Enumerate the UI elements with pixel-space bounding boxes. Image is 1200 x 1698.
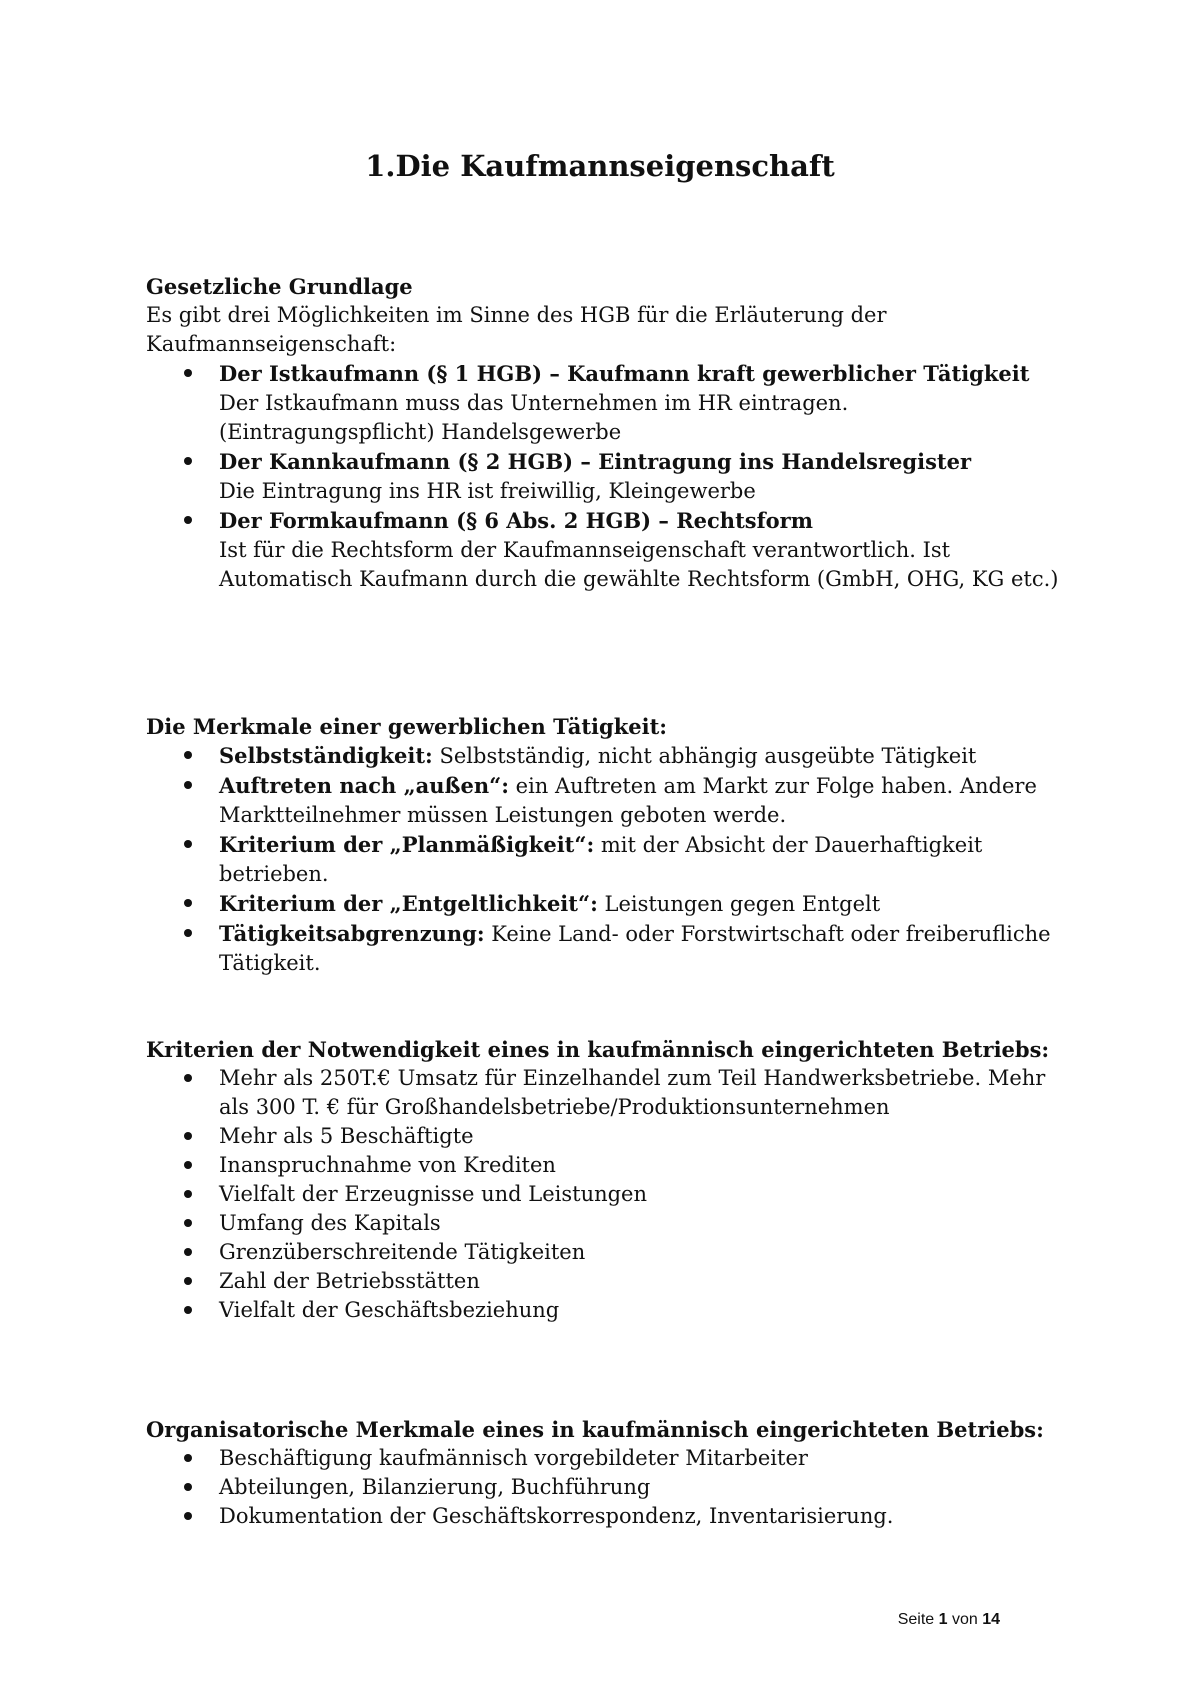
section-heading: Kriterien der Notwendigkeit eines in kaufmännisch eingerichteten Betriebs:: [146, 1037, 1050, 1062]
section-commercial-activity: [146, 712, 1066, 978]
section-heading: Die Merkmale einer gewerblichen Tätigkeit:: [146, 714, 668, 739]
page-title: 1.Die Kaufmannseigenschaft: [365, 149, 835, 183]
list-item: Zahl der Betriebsstätten: [146, 1267, 1066, 1296]
section-legal-basis: [146, 272, 1066, 594]
total-page-count: 14: [982, 1611, 1000, 1628]
item-label: Kriterium der „Entgeltlichkeit“:: [219, 891, 598, 916]
section-necessity-criteria: [146, 1035, 1066, 1325]
item-label: Auftreten nach „außen“:: [219, 773, 509, 798]
item-text: Ist für die Rechtsform der Kaufmannseigenschaft verantwortlich. Ist Automatisch Kaufmann durch die gewählte Rechtsform (GmbH, OHG, KG etc.): [219, 538, 1059, 591]
section-heading: Organisatorische Merkmale eines in kaufmännisch eingerichteten Betriebs:: [146, 1417, 1044, 1442]
bullet-list: [146, 741, 1066, 978]
list-item: [146, 447, 1066, 506]
list-item: Dokumentation der Geschäftskorrespondenz, Inventarisierung.: [146, 1502, 1066, 1531]
footer-prefix: Seite: [897, 1611, 939, 1628]
list-item: [146, 359, 1066, 447]
list-item: Vielfalt der Geschäftsbeziehung: [146, 1296, 1066, 1325]
item-label: Tätigkeitsabgrenzung:: [219, 921, 485, 946]
bullet-list: [146, 1444, 1066, 1531]
list-item: Mehr als 250T.€ Umsatz für Einzelhandel zum Teil Handwerksbetriebe. Mehr als 300 T. € für Großhandelsbetriebe/Produktionsunternehmen: [146, 1064, 1066, 1122]
item-text: Keine Land- oder Forstwirtschaft oder freiberufliche Tätigkeit.: [219, 922, 1051, 975]
list-item: Abteilungen, Bilanzierung, Buchführung: [146, 1473, 1066, 1502]
list-item: Inanspruchnahme von Krediten: [146, 1151, 1066, 1180]
current-page-number: 1: [938, 1611, 948, 1628]
bullet-list: [146, 359, 1066, 594]
list-item: Grenzüberschreitende Tätigkeiten: [146, 1238, 1066, 1267]
item-text: Selbstständig, nicht abhängig ausgeübte Tätigkeit: [432, 744, 977, 768]
list-item: [146, 506, 1066, 594]
list-item: Mehr als 5 Beschäftigte: [146, 1122, 1066, 1151]
page-footer: [0, 1610, 1000, 1630]
list-item: [146, 889, 1066, 919]
list-item: [146, 771, 1066, 830]
section-intro: Es gibt drei Möglichkeiten im Sinne des HGB für die Erläuterung der Kaufmannseigenschaft:: [146, 303, 887, 356]
list-item: [146, 741, 1066, 771]
section-heading: Gesetzliche Grundlage: [146, 274, 413, 299]
item-text: mit der Absicht der Dauerhaftigkeit betrieben.: [219, 833, 983, 886]
section-organisational-features: [146, 1415, 1066, 1531]
item-title: Der Formkaufmann (§ 6 Abs. 2 HGB) – Rechtsform: [219, 508, 813, 533]
list-item: [146, 919, 1066, 978]
item-label: Selbstständigkeit:: [219, 743, 433, 768]
footer-separator: von: [947, 1611, 983, 1628]
item-label: Kriterium der „Planmäßigkeit“:: [219, 832, 595, 857]
item-title: Der Istkaufmann (§ 1 HGB) – Kaufmann kraft gewerblicher Tätigkeit: [219, 361, 1030, 386]
bullet-list: [146, 1064, 1066, 1325]
list-item: Umfang des Kapitals: [146, 1209, 1066, 1238]
item-text: ein Auftreten am Markt zur Folge haben. Andere Marktteilnehmer müssen Leistungen geboten werde.: [219, 774, 1037, 827]
item-text: Der Istkaufmann muss das Unternehmen im HR eintragen. (Eintragungspflicht) Handelsgewerbe: [219, 391, 849, 444]
list-item: [146, 830, 1066, 889]
list-item: Vielfalt der Erzeugnisse und Leistungen: [146, 1180, 1066, 1209]
item-text: Die Eintragung ins HR ist freiwillig, Kleingewerbe: [219, 479, 756, 503]
item-title: Der Kannkaufmann (§ 2 HGB) – Eintragung ins Handelsregister: [219, 449, 972, 474]
item-text: Leistungen gegen Entgelt: [597, 892, 881, 916]
list-item: Beschäftigung kaufmännisch vorgebildeter Mitarbeiter: [146, 1444, 1066, 1473]
